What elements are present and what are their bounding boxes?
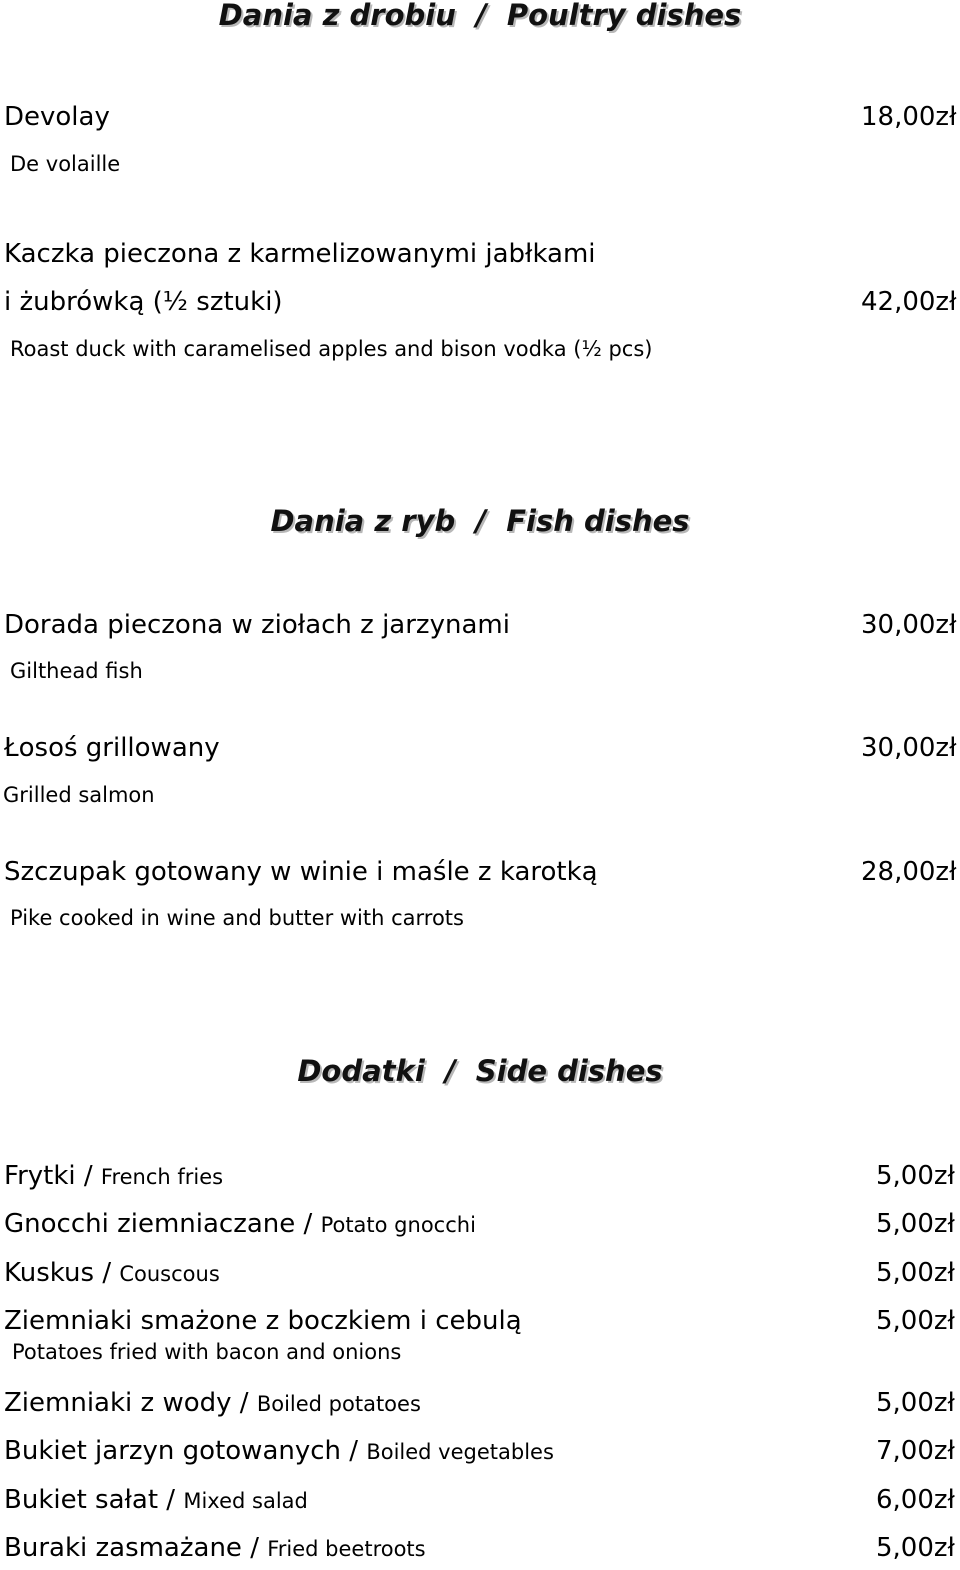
dish-subtitle: Pike cooked in wine and butter with carrots xyxy=(10,906,464,930)
dish-price: 5,00zł xyxy=(876,1258,955,1288)
side-dish-name: Ziemniaki z wody / xyxy=(4,1388,257,1418)
dish-price: 7,00zł xyxy=(876,1436,955,1466)
section-title-fish: Dania z ryb / Fish dishes xyxy=(270,504,690,538)
side-dish-name: Kuskus / xyxy=(4,1258,120,1288)
dish-price: 5,00zł xyxy=(876,1161,955,1191)
side-dish-name: Frytki / xyxy=(4,1161,101,1191)
dish-price: 5,00zł xyxy=(876,1388,955,1418)
dish-price: 42,00zł xyxy=(861,287,957,317)
dish-price: 30,00zł xyxy=(861,733,957,763)
dish-price: 6,00zł xyxy=(876,1485,955,1515)
dish-price: 30,00zł xyxy=(861,610,957,640)
section-title-poultry: Dania z drobiu / Poultry dishes xyxy=(218,0,742,32)
side-dish-english: Potato gnocchi xyxy=(320,1213,476,1237)
dish-name: Kaczka pieczona z karmelizowanymi jabłkami xyxy=(4,239,596,269)
side-dish-row xyxy=(4,1161,223,1191)
dish-subtitle: Grilled salmon xyxy=(3,783,155,807)
dish-price: 18,00zł xyxy=(861,102,957,132)
side-dish-name: Gnocchi ziemniaczane / xyxy=(4,1209,321,1239)
side-dish-english: Potatoes fried with bacon and onions xyxy=(12,1340,402,1364)
side-dish-english: French fries xyxy=(100,1165,224,1189)
side-dish-name: Buraki zasmażane / xyxy=(4,1533,268,1563)
dish-subtitle: Roast duck with caramelised apples and bison vodka (½ pcs) xyxy=(10,337,653,361)
side-dish-english: Boiled vegetables xyxy=(366,1440,554,1464)
side-dish-name: Ziemniaki smażone z boczkiem i cebulą xyxy=(4,1306,522,1336)
side-dish-row xyxy=(4,1533,426,1563)
dish-subtitle: Gilthead fish xyxy=(10,659,143,683)
dish-name: Szczupak gotowany w winie i maśle z karotką xyxy=(4,857,598,887)
side-dish-english: Mixed salad xyxy=(183,1489,308,1513)
dish-price: 28,00zł xyxy=(861,857,957,887)
side-dish-row xyxy=(4,1209,476,1239)
side-dish-row xyxy=(4,1258,220,1288)
dish-name: Dorada pieczona w ziołach z jarzynami xyxy=(4,610,510,640)
dish-subtitle: De volaille xyxy=(10,152,121,176)
dish-name-line2: i żubrówką (½ sztuki) xyxy=(4,287,283,317)
side-dish-row xyxy=(4,1436,554,1466)
side-dish-english: Fried beetroots xyxy=(267,1537,426,1561)
section-title-sides: Dodatki / Side dishes xyxy=(297,1054,663,1088)
dish-price: 5,00zł xyxy=(876,1533,955,1563)
side-dish-row xyxy=(4,1388,421,1418)
side-dish-row xyxy=(4,1485,308,1515)
dish-price: 5,00zł xyxy=(876,1306,955,1336)
side-dish-english: Boiled potatoes xyxy=(256,1392,421,1416)
dish-name: Devolay xyxy=(4,102,110,132)
side-dish-name: Bukiet jarzyn gotowanych / xyxy=(4,1436,367,1466)
dish-name: Łosoś grillowany xyxy=(4,733,220,763)
dish-price: 5,00zł xyxy=(876,1209,955,1239)
side-dish-english: Couscous xyxy=(119,1262,220,1286)
side-dish-name: Bukiet sałat / xyxy=(4,1485,184,1515)
